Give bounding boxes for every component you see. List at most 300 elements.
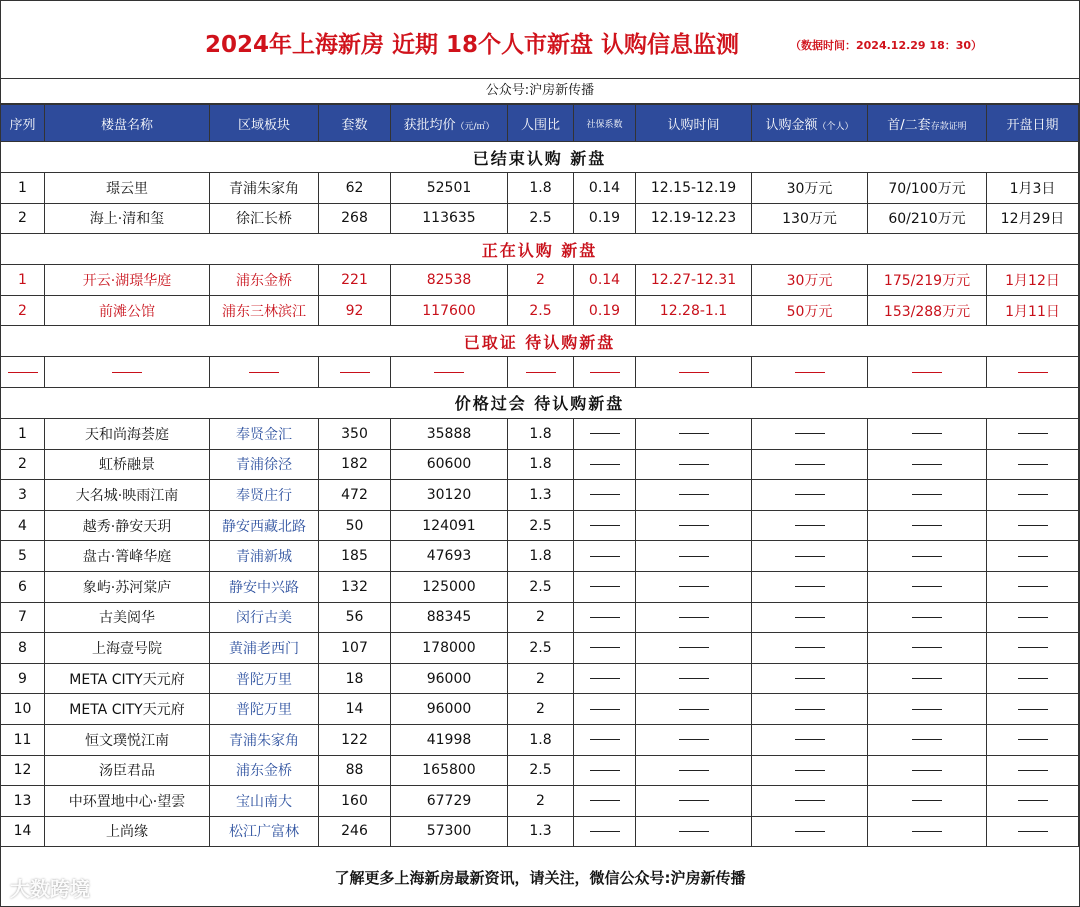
cell-units: 56	[319, 602, 391, 633]
cell-first-second	[868, 633, 987, 664]
subtitle: 公众号:沪房新传播	[0, 79, 1080, 104]
empty-dash	[590, 831, 620, 832]
cell-social	[574, 663, 636, 694]
empty-dash	[590, 525, 620, 526]
cell-units: 472	[319, 480, 391, 511]
empty-dash	[912, 678, 942, 679]
col-units: 套数	[319, 105, 391, 142]
empty-dash	[679, 800, 709, 801]
cell-social	[574, 510, 636, 541]
empty-dash	[590, 739, 620, 740]
col-first-note: 存款证明	[930, 121, 967, 132]
cell-open	[987, 449, 1079, 480]
cell-units: 107	[319, 633, 391, 664]
table-row	[1, 755, 1079, 786]
cell-price: 88345	[391, 602, 508, 633]
empty-dash	[912, 647, 942, 648]
cell-area: 普陀万里	[210, 663, 319, 694]
empty-dash	[912, 556, 942, 557]
cell-units: 160	[319, 786, 391, 817]
cell-amount	[752, 633, 868, 664]
empty-dash	[590, 433, 620, 434]
cell-time	[636, 663, 752, 694]
cell-amount	[752, 418, 868, 449]
cell-units: 221	[319, 265, 391, 296]
empty-dash	[912, 831, 942, 832]
cell-price: 82538	[391, 265, 508, 296]
empty-dash	[249, 372, 279, 373]
cell-first-second	[868, 418, 987, 449]
cell-open	[987, 541, 1079, 572]
cell-time	[636, 724, 752, 755]
cell-social	[574, 816, 636, 847]
cell-social	[574, 755, 636, 786]
empty-dash	[679, 556, 709, 557]
cell-ratio: 2.5	[508, 295, 574, 326]
cell-first-second	[868, 357, 987, 388]
cell-area: 普陀万里	[210, 694, 319, 725]
empty-dash	[795, 678, 825, 679]
cell-area: 松江广富林	[210, 816, 319, 847]
cell-time	[636, 541, 752, 572]
table-row	[1, 633, 1079, 664]
empty-dash	[912, 586, 942, 587]
cell-name: 汤臣君品	[45, 755, 210, 786]
cell-units: 62	[319, 173, 391, 204]
empty-dash	[912, 800, 942, 801]
section-title: 价格过会 待认购新盘	[1, 387, 1079, 418]
empty-dash	[590, 770, 620, 771]
table-row	[1, 510, 1079, 541]
cell-open	[987, 571, 1079, 602]
cell-index: 11	[1, 724, 45, 755]
cell-open	[987, 510, 1079, 541]
cell-social	[574, 633, 636, 664]
cell-first-second	[868, 663, 987, 694]
cell-area: 徐汇长桥	[210, 203, 319, 234]
section-licensed	[1, 326, 1079, 357]
cell-amount	[752, 602, 868, 633]
empty-dash	[679, 372, 709, 373]
cell-area: 闵行古美	[210, 602, 319, 633]
cell-ratio: 1.8	[508, 724, 574, 755]
cell-index: 8	[1, 633, 45, 664]
cell-ratio: 1.8	[508, 541, 574, 572]
empty-dash	[795, 647, 825, 648]
cell-price: 35888	[391, 418, 508, 449]
cell-first-second	[868, 786, 987, 817]
cell-amount	[752, 449, 868, 480]
cell-amount: 130万元	[752, 203, 868, 234]
cell-units: 350	[319, 418, 391, 449]
cell-ratio: 2.5	[508, 203, 574, 234]
cell-index: 1	[1, 265, 45, 296]
cell-index: 1	[1, 418, 45, 449]
empty-dash	[1018, 586, 1048, 587]
title-bar	[0, 0, 1080, 79]
cell-units: 268	[319, 203, 391, 234]
table-row	[1, 265, 1079, 296]
cell-name: 前滩公馆	[45, 295, 210, 326]
empty-dash	[1018, 556, 1048, 557]
cell-time	[636, 633, 752, 664]
cell-time	[636, 480, 752, 511]
header-row	[1, 105, 1079, 142]
empty-dash	[1018, 709, 1048, 710]
empty-dash	[795, 617, 825, 618]
empty-dash	[679, 494, 709, 495]
cell-first-second	[868, 724, 987, 755]
watermark: 大数跨境	[10, 877, 90, 901]
cell-area: 静安西藏北路	[210, 510, 319, 541]
empty-dash	[679, 709, 709, 710]
empty-dash	[795, 586, 825, 587]
empty-dash	[1018, 739, 1048, 740]
empty-dash	[795, 770, 825, 771]
empty-dash	[1018, 770, 1048, 771]
empty-dash	[795, 433, 825, 434]
cell-social	[574, 786, 636, 817]
cell-open: 1月3日	[987, 173, 1079, 204]
cell-name: 虹桥融景	[45, 449, 210, 480]
empty-dash	[1018, 433, 1048, 434]
cell-units: 88	[319, 755, 391, 786]
cell-units: 182	[319, 449, 391, 480]
cell-social	[574, 571, 636, 602]
cell-index: 2	[1, 203, 45, 234]
empty-dash	[679, 831, 709, 832]
cell-price: 52501	[391, 173, 508, 204]
cell-index: 10	[1, 694, 45, 725]
table-row	[1, 786, 1079, 817]
cell-price: 124091	[391, 510, 508, 541]
cell-amount	[752, 724, 868, 755]
empty-dash	[590, 464, 620, 465]
cell-price: 113635	[391, 203, 508, 234]
col-price-unit: （元/㎡）	[455, 121, 495, 132]
cell-first-second	[868, 480, 987, 511]
cell-name: 越秀·静安天玥	[45, 510, 210, 541]
table-row	[1, 449, 1079, 480]
cell-first-second: 70/100万元	[868, 173, 987, 204]
cell-social	[574, 602, 636, 633]
cell-price: 178000	[391, 633, 508, 664]
empty-dash	[679, 617, 709, 618]
cell-time: 12.28-1.1	[636, 295, 752, 326]
empty-dash	[795, 525, 825, 526]
empty-dash	[434, 372, 464, 373]
cell-open	[987, 786, 1079, 817]
cell-index: 6	[1, 571, 45, 602]
cell-area: 浦东三林滨江	[210, 295, 319, 326]
cell-ratio: 1.3	[508, 480, 574, 511]
cell-units: 92	[319, 295, 391, 326]
cell-social	[574, 724, 636, 755]
empty-dash	[1018, 800, 1048, 801]
cell-index: 13	[1, 786, 45, 817]
table-row	[1, 418, 1079, 449]
cell-ratio: 1.8	[508, 449, 574, 480]
table-row	[1, 724, 1079, 755]
cell-name: 古美阅华	[45, 602, 210, 633]
cell-first-second	[868, 602, 987, 633]
empty-dash	[795, 739, 825, 740]
cell-time	[636, 449, 752, 480]
empty-dash	[1018, 647, 1048, 648]
empty-dash	[679, 678, 709, 679]
cell-name: 天和尚海荟庭	[45, 418, 210, 449]
cell-amount	[752, 541, 868, 572]
section-title: 已取证 待认购新盘	[1, 326, 1079, 357]
empty-dash	[590, 617, 620, 618]
cell-index: 14	[1, 816, 45, 847]
cell-time: 12.27-12.31	[636, 265, 752, 296]
table-row	[1, 203, 1079, 234]
empty-dash	[590, 494, 620, 495]
data-time: （数据时间：2024.12.29 18：30）	[790, 39, 983, 52]
cell-index: 9	[1, 663, 45, 694]
cell-area: 浦东金桥	[210, 265, 319, 296]
cell-amount	[752, 663, 868, 694]
cell-time	[636, 510, 752, 541]
cell-area: 青浦徐泾	[210, 449, 319, 480]
cell-name: 开云·湖璟华庭	[45, 265, 210, 296]
cell-area: 青浦朱家角	[210, 724, 319, 755]
cell-open	[987, 633, 1079, 664]
cell-first-second: 60/210万元	[868, 203, 987, 234]
cell-open	[987, 816, 1079, 847]
empty-dash	[340, 372, 370, 373]
cell-units	[319, 357, 391, 388]
cell-name: 大名城·映雨江南	[45, 480, 210, 511]
cell-amount	[752, 816, 868, 847]
cell-open	[987, 724, 1079, 755]
cell-area	[210, 357, 319, 388]
cell-amount: 30万元	[752, 265, 868, 296]
empty-dash	[795, 709, 825, 710]
cell-price: 96000	[391, 663, 508, 694]
cell-open: 1月12日	[987, 265, 1079, 296]
cell-units: 18	[319, 663, 391, 694]
cell-units: 14	[319, 694, 391, 725]
cell-price: 165800	[391, 755, 508, 786]
cell-index: 2	[1, 295, 45, 326]
cell-ratio: 2	[508, 786, 574, 817]
cell-area: 奉贤金汇	[210, 418, 319, 449]
cell-ratio: 1.3	[508, 816, 574, 847]
cell-ratio	[508, 357, 574, 388]
cell-name: 上海壹号院	[45, 633, 210, 664]
cell-first-second	[868, 449, 987, 480]
empty-dash	[590, 647, 620, 648]
col-amount-label: 认购金额	[765, 117, 818, 133]
cell-social: 0.14	[574, 265, 636, 296]
cell-social: 0.14	[574, 173, 636, 204]
cell-ratio: 2.5	[508, 755, 574, 786]
cell-index: 2	[1, 449, 45, 480]
cell-area: 青浦朱家角	[210, 173, 319, 204]
cell-social	[574, 357, 636, 388]
cell-ratio: 2	[508, 265, 574, 296]
cell-social	[574, 480, 636, 511]
cell-amount	[752, 786, 868, 817]
cell-area: 静安中兴路	[210, 571, 319, 602]
col-open: 开盘日期	[987, 105, 1079, 142]
cell-index: 7	[1, 602, 45, 633]
empty-dash	[795, 464, 825, 465]
cell-amount	[752, 480, 868, 511]
table-row-empty	[1, 357, 1079, 388]
cell-ratio: 2.5	[508, 633, 574, 664]
cell-index: 4	[1, 510, 45, 541]
cell-amount	[752, 694, 868, 725]
empty-dash	[590, 678, 620, 679]
cell-social	[574, 418, 636, 449]
empty-dash	[912, 525, 942, 526]
cell-first-second	[868, 816, 987, 847]
cell-units: 185	[319, 541, 391, 572]
cell-time: 12.19-12.23	[636, 203, 752, 234]
empty-dash	[679, 433, 709, 434]
col-price-label: 获批均价	[403, 117, 456, 133]
empty-dash	[679, 586, 709, 587]
table-row	[1, 480, 1079, 511]
empty-dash	[912, 617, 942, 618]
cell-price: 96000	[391, 694, 508, 725]
cell-area: 奉贤庄行	[210, 480, 319, 511]
empty-dash	[679, 647, 709, 648]
col-time: 认购时间	[636, 105, 752, 142]
cell-index: 1	[1, 173, 45, 204]
cell-open: 1月11日	[987, 295, 1079, 326]
cell-ratio: 2	[508, 694, 574, 725]
col-ratio: 人围比	[508, 105, 574, 142]
cell-price	[391, 357, 508, 388]
table-row	[1, 571, 1079, 602]
col-first-label: 首/二套	[887, 117, 931, 133]
cell-price: 57300	[391, 816, 508, 847]
cell-open	[987, 418, 1079, 449]
table-row	[1, 541, 1079, 572]
empty-dash	[590, 709, 620, 710]
empty-dash	[912, 433, 942, 434]
cell-amount	[752, 357, 868, 388]
cell-name: 上尚缘	[45, 816, 210, 847]
footer: 了解更多上海新房最新资讯，请关注，微信公众号:沪房新传播	[334, 869, 746, 887]
table-row	[1, 816, 1079, 847]
cell-open	[987, 357, 1079, 388]
cell-area: 青浦新城	[210, 541, 319, 572]
cell-units: 132	[319, 571, 391, 602]
table-row	[1, 602, 1079, 633]
empty-dash	[679, 464, 709, 465]
col-social	[574, 105, 636, 142]
cell-amount: 30万元	[752, 173, 868, 204]
col-area: 区域板块	[210, 105, 319, 142]
section-title: 正在认购 新盘	[1, 234, 1079, 265]
empty-dash	[1018, 464, 1048, 465]
cell-first-second	[868, 755, 987, 786]
empty-dash	[795, 800, 825, 801]
cell-ratio: 2	[508, 602, 574, 633]
cell-ratio: 2	[508, 663, 574, 694]
col-index: 序列	[1, 105, 45, 142]
cell-index: 3	[1, 480, 45, 511]
empty-dash	[912, 709, 942, 710]
empty-dash	[912, 739, 942, 740]
section-ongoing	[1, 234, 1079, 265]
cell-first-second	[868, 510, 987, 541]
cell-time	[636, 755, 752, 786]
cell-social: 0.19	[574, 295, 636, 326]
col-first-second	[868, 105, 987, 142]
cell-name: 盘古·箐峰华庭	[45, 541, 210, 572]
cell-index: 12	[1, 755, 45, 786]
cell-first-second	[868, 571, 987, 602]
cell-open	[987, 663, 1079, 694]
cell-price: 125000	[391, 571, 508, 602]
cell-open	[987, 694, 1079, 725]
cell-amount	[752, 755, 868, 786]
cell-time	[636, 816, 752, 847]
cell-first-second	[868, 541, 987, 572]
table-row	[1, 173, 1079, 204]
col-name: 楼盘名称	[45, 105, 210, 142]
empty-dash	[912, 494, 942, 495]
col-amount	[752, 105, 868, 142]
col-amount-unit: （个人）	[817, 121, 854, 132]
cell-price: 41998	[391, 724, 508, 755]
cell-first-second	[868, 694, 987, 725]
cell-amount	[752, 510, 868, 541]
cell-name: 海上·清和玺	[45, 203, 210, 234]
cell-name: META CITY天元府	[45, 694, 210, 725]
cell-amount	[752, 571, 868, 602]
cell-social	[574, 694, 636, 725]
empty-dash	[526, 372, 556, 373]
cell-index: 5	[1, 541, 45, 572]
empty-dash	[1018, 494, 1048, 495]
cell-ratio: 1.8	[508, 418, 574, 449]
col-social-label: 社保系数	[586, 119, 623, 130]
cell-price: 30120	[391, 480, 508, 511]
cell-units: 122	[319, 724, 391, 755]
cell-area: 黄浦老西门	[210, 633, 319, 664]
empty-dash	[795, 831, 825, 832]
cell-open	[987, 602, 1079, 633]
section-priced	[1, 387, 1079, 418]
cell-name	[45, 357, 210, 388]
cell-units: 246	[319, 816, 391, 847]
empty-dash	[1018, 617, 1048, 618]
cell-name: 璟云里	[45, 173, 210, 204]
cell-ratio: 2.5	[508, 571, 574, 602]
empty-dash	[912, 770, 942, 771]
cell-price: 67729	[391, 786, 508, 817]
cell-units: 50	[319, 510, 391, 541]
empty-dash	[1018, 372, 1048, 373]
cell-name: 中环置地中心·望雲	[45, 786, 210, 817]
table-body	[1, 142, 1079, 847]
cell-time	[636, 694, 752, 725]
cell-open	[987, 480, 1079, 511]
section-ended	[1, 142, 1079, 173]
empty-dash	[795, 372, 825, 373]
empty-dash	[1018, 678, 1048, 679]
table-row	[1, 295, 1079, 326]
cell-index	[1, 357, 45, 388]
cell-name: META CITY天元府	[45, 663, 210, 694]
